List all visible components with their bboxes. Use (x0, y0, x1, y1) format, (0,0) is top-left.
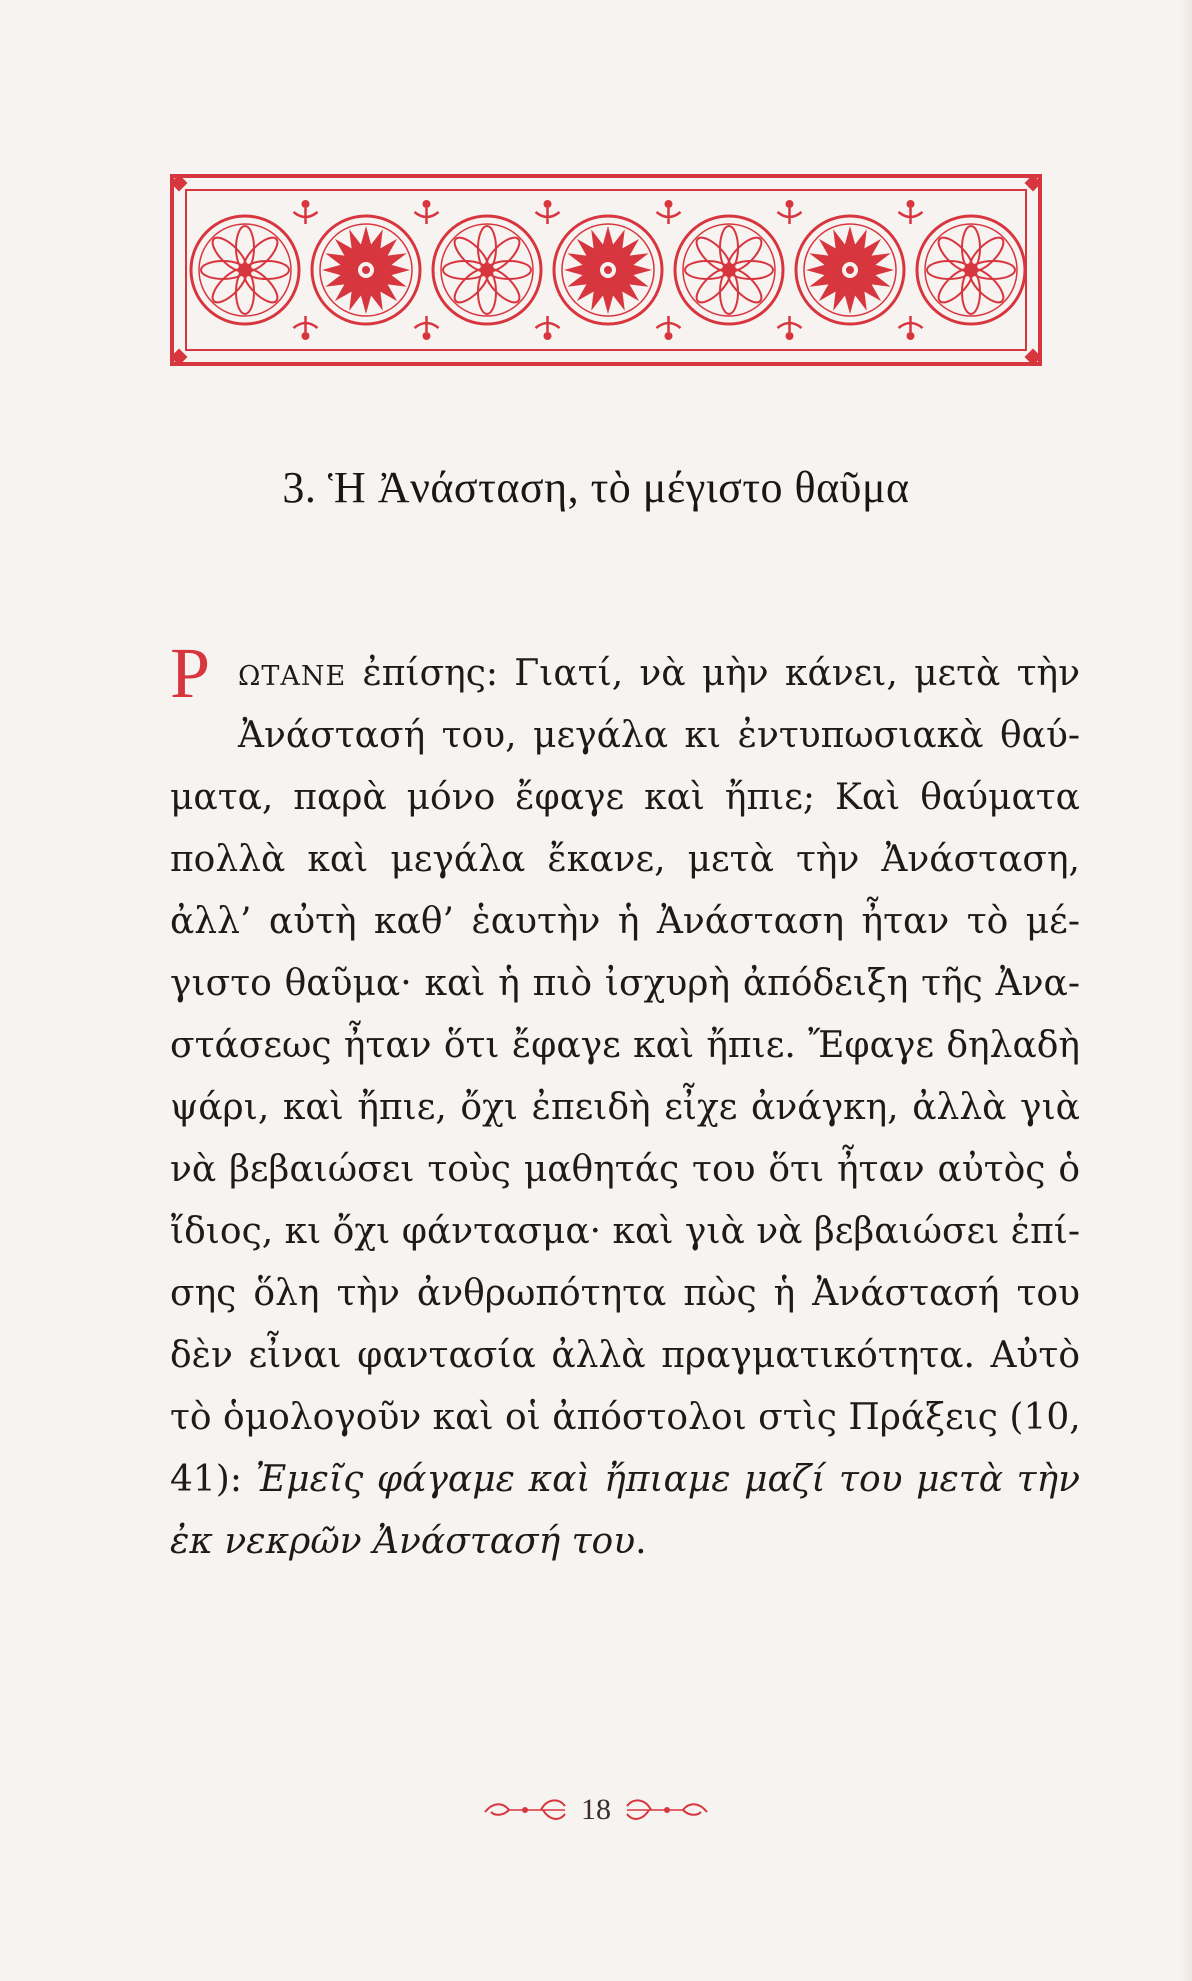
page-edge (1180, 0, 1192, 1981)
chapter-title: 3. Ἡ Ἀνάσταση, τὸ μέγιστο θαῦμα (282, 463, 910, 512)
text-line-14 (170, 1449, 1080, 1511)
fleur-dot-2-1 (544, 332, 552, 340)
rosette-dot-3 (604, 266, 612, 274)
opening-smallcaps: ΩΤΑΝΕ (238, 661, 347, 692)
fleur-dot-0-0 (302, 200, 310, 208)
text-line-11: σης ὅλη τὴν ἀνθρωπότητα πὼς ἡ Ἀνάστασή του (170, 1273, 1080, 1314)
text-line-5: ἀλλ’ αὐτὴ καθ’ ἑαυτὴν ἡ Ἀνάσταση ἦταν τὸ μέ- (170, 901, 1080, 942)
right-flourish-icon (615, 1794, 711, 1826)
fleur-dot-4-0 (786, 200, 794, 208)
flower-center-0 (238, 263, 252, 277)
fleur-dot-5-1 (907, 332, 915, 340)
page-footer (0, 1793, 1192, 1833)
text-line-7: στάσεως ἦταν ὅτι ἔφαγε καὶ ἤπιε. Ἔφαγε δηλαδὴ (170, 1025, 1080, 1066)
fleur-dot-3-0 (665, 200, 673, 208)
text-line-13: τὸ ὁμολογοῦν καὶ οἱ ἀπόστολοι στὶς Πράξεις (10, (170, 1397, 1081, 1438)
text-line-4: πολλὰ καὶ μεγάλα ἔκανε, μετὰ τὴν Ἀνάσταση, (170, 839, 1080, 880)
flower-center-2 (480, 263, 494, 277)
fleur-4-1 (778, 316, 802, 332)
text-line-3: ματα, παρὰ μόνο ἔφαγε καὶ ἤπιε; Καὶ θαύματα (170, 777, 1080, 818)
fleur-dot-4-1 (786, 332, 794, 340)
rosette-dot-5 (846, 266, 854, 274)
fleur-2-1 (536, 316, 560, 332)
flower-center-6 (964, 263, 978, 277)
page-number: 18 (581, 1793, 611, 1826)
fleur-3-1 (657, 316, 681, 332)
text-line-15-end: . (635, 1521, 647, 1562)
fleur-0-1 (294, 316, 318, 332)
fleur-5-0 (899, 208, 923, 224)
text-line-9: νὰ βεβαιώσει τοὺς μαθητάς του ὅτι ἦταν αὐτὸς ὁ (170, 1149, 1080, 1190)
fleur-1-1 (415, 316, 439, 332)
text-line-8: ψάρι, καὶ ἤπιε, ὄχι ἐπειδὴ εἶχε ἀνάγκη, ἀλλὰ γιὰ (170, 1087, 1080, 1128)
left-flourish-icon (481, 1794, 577, 1826)
text-line-1: ἐπίσης: Γιατί, νὰ μὴν κάνει, μετὰ τὴν (346, 653, 1080, 694)
fleur-dot-5-0 (907, 200, 915, 208)
text-line-15 (170, 1511, 1080, 1573)
text-line-14-italic: Ἐμεῖς φάγαμε καὶ ἤπιαμε μαζί του μετὰ τὴν (255, 1459, 1080, 1500)
rosette-dot-1 (362, 266, 370, 274)
drop-cap: Ρ (170, 633, 211, 713)
fleur-dot-2-0 (544, 200, 552, 208)
fleur-0-0 (294, 208, 318, 224)
body-text (170, 633, 1081, 1573)
fleur-5-1 (899, 316, 923, 332)
ornamental-headpiece (170, 172, 1045, 372)
fleur-1-0 (415, 208, 439, 224)
text-line-6: γιστο θαῦμα· καὶ ἡ πιὸ ἰσχυρὴ ἀπόδειξη τῆς Ἀνα- (170, 963, 1080, 1004)
text-line-12: δὲν εἶναι φαντασία ἀλλὰ πραγματικότητα. Αὐτὸ (170, 1335, 1080, 1376)
text-line-10: ἴδιος, κι ὄχι φάντασμα· καὶ γιὰ νὰ βεβαιώσει ἐπί- (170, 1211, 1081, 1252)
fleur-3-0 (657, 208, 681, 224)
fleur-dot-3-1 (665, 332, 673, 340)
text-line-14-plain: 41): (170, 1459, 256, 1500)
flower-center-4 (722, 263, 736, 277)
fleur-2-0 (536, 208, 560, 224)
text-line (170, 643, 1080, 705)
fleur-dot-0-1 (302, 332, 310, 340)
fleur-dot-1-0 (423, 200, 431, 208)
text-line-2: Ἀνάστασή του, μεγάλα κι ἐντυπωσιακὰ θαύ- (238, 715, 1080, 756)
text-line-15-italic: ἐκ νεκρῶν Ἀνάστασή του (170, 1521, 636, 1562)
fleur-4-0 (778, 208, 802, 224)
fleur-dot-1-1 (423, 332, 431, 340)
